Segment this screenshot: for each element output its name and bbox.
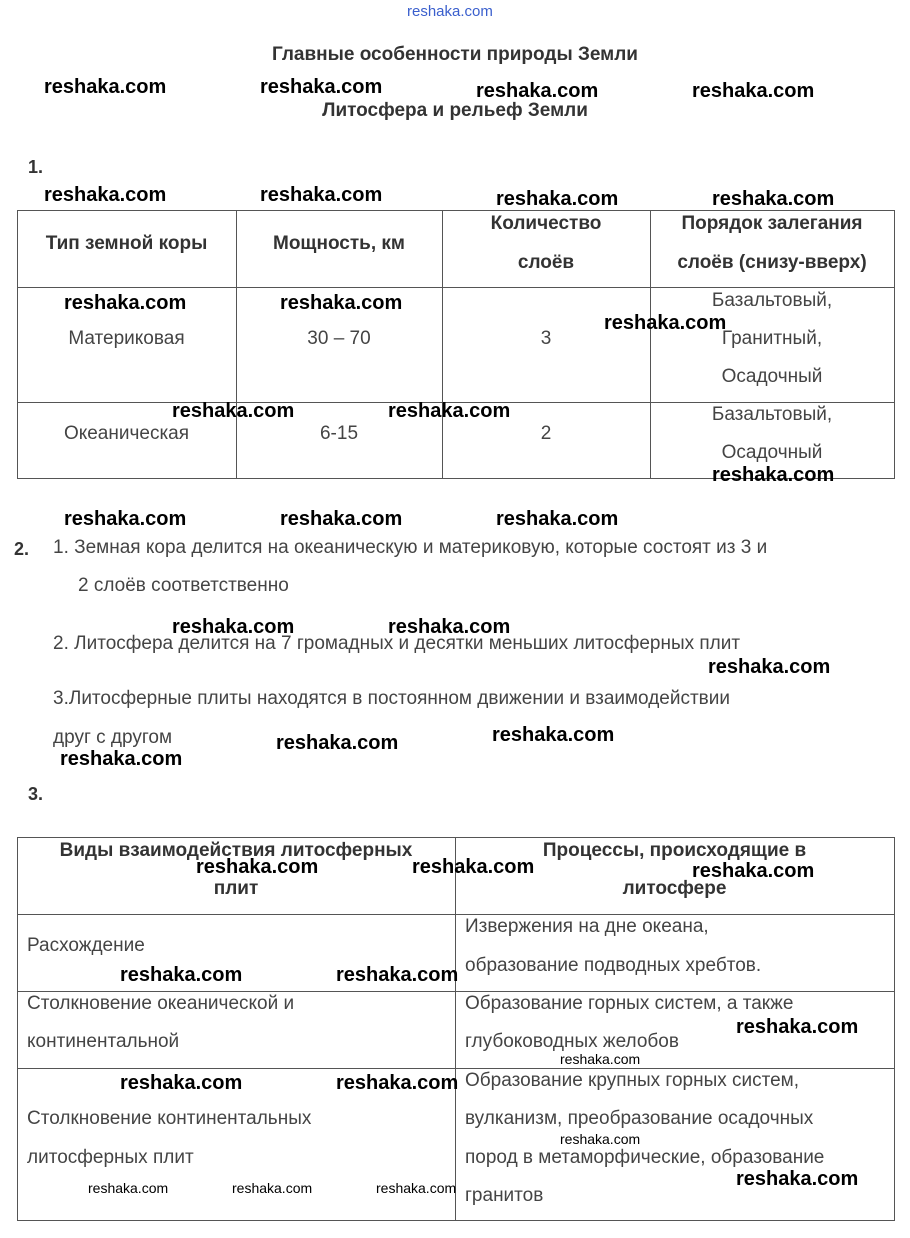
watermark: reshaka.com	[692, 80, 815, 102]
watermark: reshaka.com	[708, 656, 831, 678]
section-number-2: 2.	[14, 539, 30, 559]
row1-interaction: Расхождение	[27, 935, 145, 956]
watermark: reshaka.com	[196, 856, 319, 878]
watermark: reshaka.com	[736, 1016, 859, 1038]
statement-1-line-1: 1. Земная кора делится на океаническую и материковую, которые состоят из 3 и	[53, 537, 768, 558]
watermark-small: reshaka.com	[88, 1180, 169, 1196]
header-processes-2: литосфере	[622, 878, 727, 899]
watermark-small: reshaka.com	[232, 1180, 313, 1196]
row3-interaction-2: литосферных плит	[27, 1147, 194, 1168]
watermark: reshaka.com	[44, 184, 167, 206]
section-number-1: 1.	[28, 157, 44, 177]
row2-interaction-1: Столкновение океанической и	[27, 993, 295, 1014]
watermark: reshaka.com	[336, 1072, 459, 1094]
header-interaction-1: Виды взаимодействия литосферных	[59, 840, 413, 861]
watermark: reshaka.com	[388, 616, 511, 638]
header-interaction-2: плит	[213, 878, 259, 899]
row3-process-1: Образование крупных горных систем,	[465, 1070, 800, 1091]
watermark: reshaka.com	[60, 748, 183, 770]
row2-type: Океаническая	[63, 423, 190, 444]
watermark-small: reshaka.com	[376, 1180, 457, 1196]
row1-process-1: Извержения на дне океана,	[465, 916, 709, 937]
top-watermark[interactable]: reshaka.com	[407, 3, 493, 20]
watermark: reshaka.com	[172, 400, 295, 422]
page-title: Главные особенности природы Земли	[272, 44, 638, 65]
watermark: reshaka.com	[64, 292, 187, 314]
watermark: reshaka.com	[412, 856, 535, 878]
watermark: reshaka.com	[120, 1072, 243, 1094]
watermark: reshaka.com	[44, 76, 167, 98]
row1-order-3: Осадочный	[721, 366, 823, 387]
header-thickness: Мощность, км	[273, 233, 405, 254]
watermark: reshaka.com	[604, 312, 727, 334]
row1-layers: 3	[540, 328, 552, 349]
watermark: reshaka.com	[388, 400, 511, 422]
row2-order-2: Осадочный	[721, 442, 823, 463]
page-subtitle: Литосфера и рельеф Земли	[322, 100, 588, 121]
row2-process-1: Образование горных систем, а также	[465, 993, 794, 1014]
watermark: reshaka.com	[260, 76, 383, 98]
row3-process-2: вулканизм, преобразование осадочных	[465, 1108, 814, 1129]
row1-process-2: образование подводных хребтов.	[465, 955, 762, 976]
statement-2: 2. Литосфера делится на 7 громадных и десятки меньших литосферных плит	[53, 633, 741, 654]
row3-process-3: пород в метаморфические, образование	[465, 1147, 825, 1168]
row1-order-2: Гранитный,	[721, 328, 823, 349]
statement-3-line-1: 3.Литосферные плиты находятся в постоянном движении и взаимодействии	[53, 688, 730, 709]
row1-type: Материковая	[68, 328, 185, 349]
row2-interaction-2: континентальной	[27, 1031, 180, 1052]
watermark: reshaka.com	[120, 964, 243, 986]
watermark-small: reshaka.com	[560, 1051, 641, 1067]
watermark: reshaka.com	[280, 292, 403, 314]
row2-layers: 2	[540, 423, 552, 444]
watermark: reshaka.com	[336, 964, 459, 986]
watermark: reshaka.com	[736, 1168, 859, 1190]
watermark: reshaka.com	[172, 616, 295, 638]
header-layer-order-1: Порядок залегания	[681, 213, 863, 234]
watermark: reshaka.com	[496, 508, 619, 530]
header-processes-1: Процессы, происходящие в	[542, 840, 807, 861]
row3-process-4: гранитов	[465, 1185, 544, 1206]
watermark: reshaka.com	[64, 508, 187, 530]
watermark: reshaka.com	[492, 724, 615, 746]
watermark: reshaka.com	[712, 188, 835, 210]
watermark: reshaka.com	[496, 188, 619, 210]
watermark: reshaka.com	[476, 80, 599, 102]
watermark: reshaka.com	[712, 464, 835, 486]
watermark: reshaka.com	[276, 732, 399, 754]
row1-order-1: Базальтовый,	[711, 290, 833, 311]
header-crust-type: Тип земной коры	[45, 233, 208, 254]
row3-interaction-1: Столкновение континентальных	[27, 1108, 312, 1129]
header-layers-count-1: Количество	[490, 213, 602, 234]
section-number-3: 3.	[28, 784, 44, 804]
row2-process-2: глубоководных желобов	[465, 1031, 679, 1052]
statement-1-line-2: 2 слоёв соответственно	[78, 575, 289, 596]
watermark: reshaka.com	[280, 508, 403, 530]
watermark-small: reshaka.com	[560, 1131, 641, 1147]
watermark: reshaka.com	[260, 184, 383, 206]
row2-order-1: Базальтовый,	[711, 404, 833, 425]
watermark: reshaka.com	[692, 860, 815, 882]
row2-thickness: 6-15	[319, 423, 359, 444]
row1-thickness: 30 – 70	[307, 328, 371, 349]
header-layer-order-2: слоёв (снизу-вверх)	[677, 252, 867, 273]
statement-3-line-2: друг с другом	[53, 727, 173, 748]
header-layers-count-2: слоёв	[517, 252, 575, 273]
